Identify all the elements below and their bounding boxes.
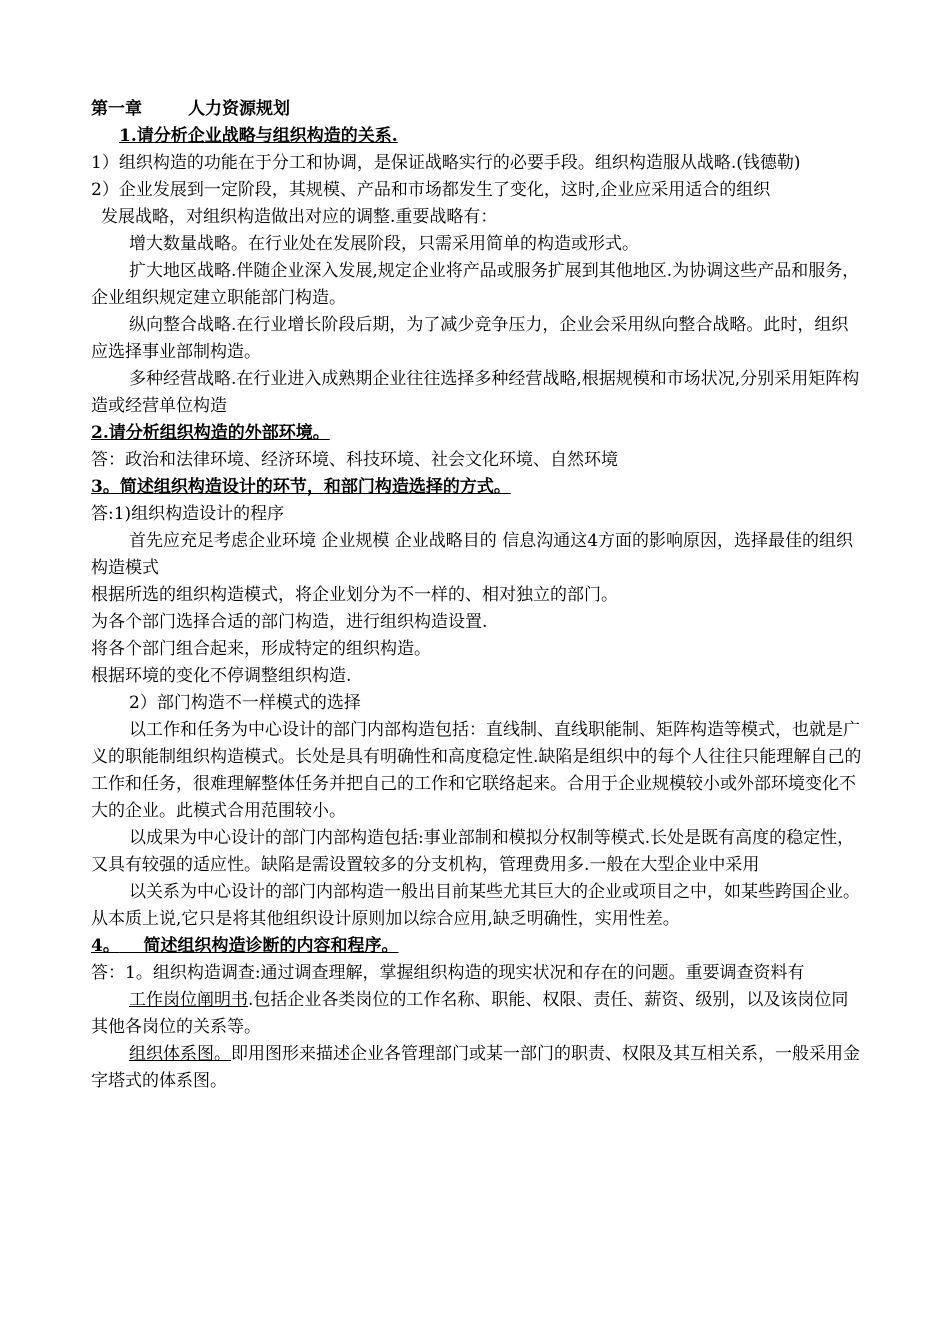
question-4-text: 简述组织构造诊断的内容和程序。	[143, 936, 399, 956]
question-4-title	[91, 933, 863, 960]
q2-answer: 答：政治和法律环境、经济环境、科技环境、社会文化环境、自然环境	[91, 450, 618, 470]
job-description-text: .包括企业各类岗位的工作名称、职能、权限、责任、薪资、级别，以及该岗位同其他各岗位的关系等。	[91, 990, 849, 1037]
org-chart-term: 组织体系图。	[129, 1044, 231, 1064]
q4-item-job-description	[91, 987, 863, 1041]
q1-paragraph-2b: 发展战略，对组织构造做出对应的调整.重要战略有：	[101, 207, 498, 227]
question-4-number: 4。	[91, 936, 120, 956]
q3-mode-2: 以成果为中心设计的部门内部构造包括:事业部制和模拟分权制等模式.长处是既有高度的稳定性，又具有较强的适应性。缺陷是需设置较多的分支机构，管理费用多.一般在大型企业中采用	[91, 828, 855, 875]
q1-paragraph-1: 1）组织构造的功能在于分工和协调，是保证战略实行的必要手段。组织构造服从战略.(钱德勒)	[91, 153, 801, 173]
q1-strategy-4: 多种经营战略.在行业进入成熟期企业往往选择多种经营战略,根据规模和市场状况,分别采用矩阵构造或经营单位构造	[91, 369, 860, 416]
q1-strategy-1: 增大数量战略。在行业处在发展阶段，只需采用简单的构造或形式。	[129, 234, 639, 254]
question-1-title: 1.请分析企业战略与组织构造的关系.	[119, 126, 398, 146]
q3-answer-1: 答:1)组织构造设计的程序	[91, 504, 285, 524]
q3-answer-4: 为各个部门选择合适的部门构造，进行组织构造设置.	[91, 612, 488, 632]
q4-answer-1: 答：1。组织构造调查:通过调查理解，掌握组织构造的现实状况和存在的问题。重要调查资料有	[91, 963, 805, 983]
question-2-title: 2.请分析组织构造的外部环境。	[91, 423, 330, 443]
q3-mode-1: 以工作和任务为中心设计的部门内部构造包括：直线制、直线职能制、矩阵构造等模式，也就是广义的职能制组织构造模式。长处是具有明确性和高度稳定性.缺陷是组织中的每个人往往只能理解自己的工作和任务，很难理解整体任务并把自己的工作和它联络起来。合用于企业规模较小或外部环境变化不大的企业。此模式合用范围较小。	[91, 720, 862, 821]
q1-strategy-3: 纵向整合战略.在行业增长阶段后期，为了减少竞争压力，企业会采用纵向整合战略。此时，组织应选择事业部制构造。	[91, 315, 849, 362]
chapter-label: 第一章	[91, 99, 142, 119]
question-3-title: 3。简述组织构造设计的环节，和部门构造选择的方式。	[91, 477, 511, 497]
q4-item-org-chart	[91, 1041, 863, 1095]
q1-paragraph-2a: 2）企业发展到一定阶段，其规模、产品和市场都发生了变化，这时,企业应采用适合的组织	[91, 180, 771, 200]
q3-answer-6: 根据环境的变化不停调整组织构造.	[91, 666, 352, 686]
q3-mode-heading: 2）部门构造不一样模式的选择	[129, 693, 361, 713]
chapter-heading	[91, 96, 863, 123]
q3-mode-3: 以关系为中心设计的部门内部构造一般出目前某些尤其巨大的企业或项目之中，如某些跨国企业。从本质上说,它只是将其他组织设计原则加以综合应用,缺乏明确性，实用性差。	[91, 882, 860, 929]
q3-answer-3: 根据所选的组织构造模式，将企业划分为不一样的、相对独立的部门。	[91, 585, 618, 605]
org-chart-text: 即用图形来描述企业各管理部门或某一部门的职责、权限及其互相关系，一般采用金字塔式的体系图。	[91, 1044, 860, 1091]
job-description-term: 工作岗位阐明书	[129, 990, 248, 1010]
document-page	[91, 96, 863, 1095]
q3-answer-2: 首先应充足考虑企业环境 企业规模 企业战略目的 信息沟通这4方面的影响原因，选择最佳的组织构造模式	[91, 531, 854, 578]
q1-strategy-2: 扩大地区战略.伴随企业深入发展,规定企业将产品或服务扩展到其他地区.为协调这些产品和服务，企业组织规定建立职能部门构造。	[91, 261, 860, 308]
chapter-title: 人力资源规划	[188, 99, 290, 119]
q3-answer-5: 将各个部门组合起来，形成特定的组织构造。	[91, 639, 431, 659]
